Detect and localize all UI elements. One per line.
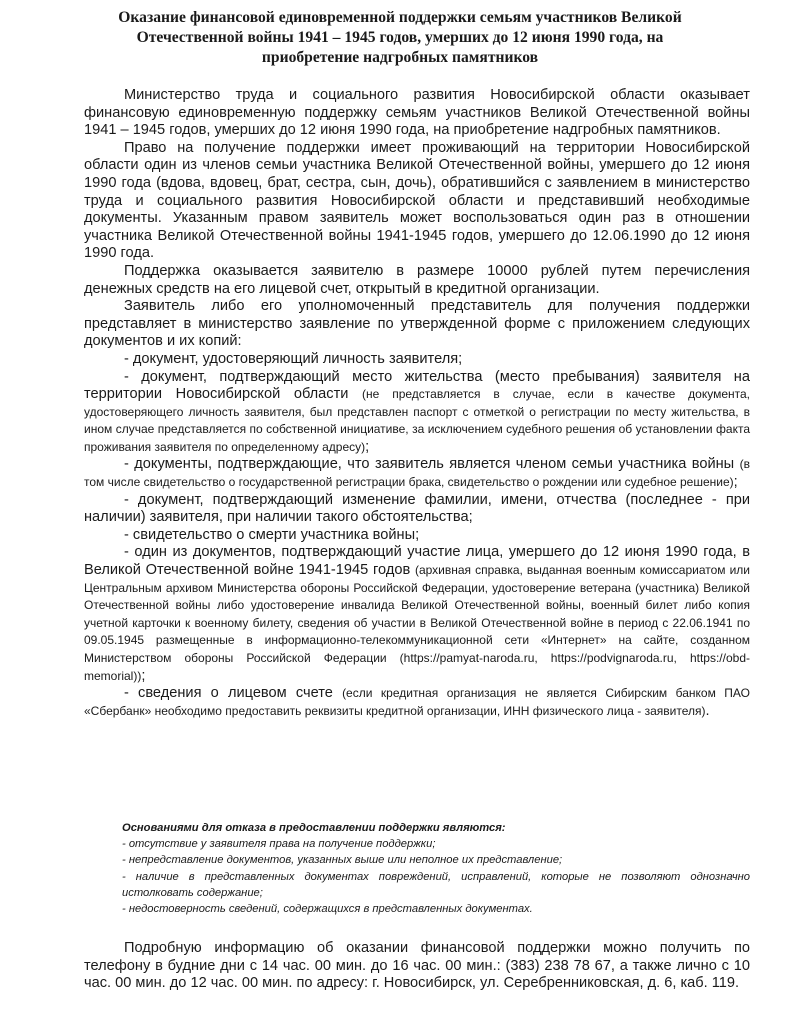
list-item-tail: ; [365, 438, 370, 455]
list-item-text: - документ, подтверждающий изменение фамилии, имени, отчества (последнее - при наличии) заявителя, при наличии такого обстоятельства; [84, 491, 750, 526]
list-item-note: (если кредитная организация не является Сибирским банком ПАО «Сбербанк» необходимо предоставить реквизиты кредитной организации, ИНН физического лица - заявителя) [84, 686, 750, 718]
document-body [84, 87, 750, 720]
paragraph-intro: Министерство труда и социального развития Новосибирской области оказывает финансовую единовременную поддержку семьям участников Великой Отечественной войны 1941 – 1945 годов, умерших до 12 июня 1990 года, на приобретение надгробных памятников. [84, 87, 750, 139]
paragraph-application: Заявитель либо его уполномоченный представитель для получения поддержки представляет в министерство заявление по утвержденной форме с приложением следующих документов и их копий: [84, 298, 750, 350]
list-item-residence [84, 369, 750, 457]
list-item-text: - документ, удостоверяющий личность заявителя; [124, 350, 463, 367]
paragraph-eligibility: Право на получение поддержки имеет проживающий на территории Новосибирской области один из членов семьи участника Великой Отечественной войны, умершего до 12 июня 1990 года (вдова, вдовец, брат, сестра, сын, дочь), обратившийся с заявлением в министерство труда и социального развития Новосибирской области и представивший необходимые документы. Указанным правом заявитель может воспользоваться один раз в отношении участника Великой Отечественной войны 1941-1945 годов, умершего до 12.06.1990 до 12 июня 1990 года. [84, 139, 750, 262]
list-item-tail: ; [141, 667, 146, 684]
list-item-identity [84, 351, 750, 369]
list-item-name-change [84, 492, 750, 527]
list-item-note: (архивная справка, выданная военным комиссариатом или Центральным архивом Министерства обороны Российской Федерации, удостоверение ветерана (участника) Великой Отечественной войны либо удостоверение инвалида Великой Отечественной войны, военный билет либо копия учетной карточки к военному билету, сведения об участии в Великой Отечественной войне в период с 22.06.1941 по 09.05.1945 размещенные в информационно-телекоммуникационной сети «Интернет» на сайте, созданном Министерством обороны Российской Федерации (https://pamyat-naroda.ru, https://podvignaroda.ru, https://obd-memorial)) [84, 563, 750, 683]
document-title: Оказание финансовой единовременной поддержки семьям участников Великой Отечественной войны 1941 – 1945 годов, умерших до 12 июня 1990 года, на приобретение надгробных памятников [118, 9, 682, 66]
list-item-text: - один из документов, подтверждающий участие лица, умершего до 12 июня 1990 года, в Великой Отечественной войне 1941-1945 годов [84, 544, 750, 579]
list-item-family [84, 456, 750, 491]
list-item-text: - документ, подтверждающий место жительства (место пребывания) заявителя на территории Новосибирской области [84, 368, 750, 403]
list-item-tail: ; [733, 474, 738, 491]
refusal-item: - недостоверность сведений, содержащихся в представленных документах. [122, 903, 533, 916]
list-item-note: (в том числе свидетельство о государственной регистрации брака, свидетельство о рождении или судебное решение) [84, 457, 750, 490]
list-item-participation [84, 544, 750, 685]
list-item-note: (не представляется в случае, если в качестве документа, удостоверяющего личность заявителя, был представлен паспорт с отметкой о регистрации по месту жительства, в ином случае представляется по собственной инициативе, за исключением судебного решения об установлении факта проживания заявителя по определенному адресу) [84, 387, 750, 454]
list-item-account [84, 685, 750, 720]
list-item-death-certificate [84, 527, 750, 545]
list-item-text: - документы, подтверждающие, что заявитель является членом семьи участника войны [124, 456, 735, 473]
paragraph-amount: Поддержка оказывается заявителю в размере 10000 рублей путем перечисления денежных средств на его лицевой счет, открытый в кредитной организации. [84, 262, 750, 297]
refusal-grounds [122, 820, 750, 917]
refusal-item: - наличие в представленных документах повреждений, исправлений, которые не позволяют однозначно истолковать содержание; [122, 870, 750, 899]
list-item-tail: . [705, 702, 710, 719]
list-item-text: - свидетельство о смерти участника войны; [124, 526, 420, 543]
refusal-item: - непредставление документов, указанных выше или неполное их представление; [122, 854, 563, 867]
refusal-heading: Основаниями для отказа в предоставлении поддержки являются: [122, 822, 506, 834]
contact-paragraph: Подробную информацию об оказании финансовой поддержки можно получить по телефону в будние дни с 14 час. 00 мин. до 16 час. 00 мин.: (383) 238 78 67, а также лично с 10 час. 00 мин. до 12 час. 00 мин. по адресу: г. Новосибирск, ул. Серебренниковская, д. 6, каб. 119. [84, 940, 750, 992]
refusal-item: - отсутствие у заявителя права на получение поддержки; [122, 838, 436, 851]
list-item-text: - сведения о лицевом счете [124, 685, 333, 702]
contact-info [84, 940, 750, 993]
